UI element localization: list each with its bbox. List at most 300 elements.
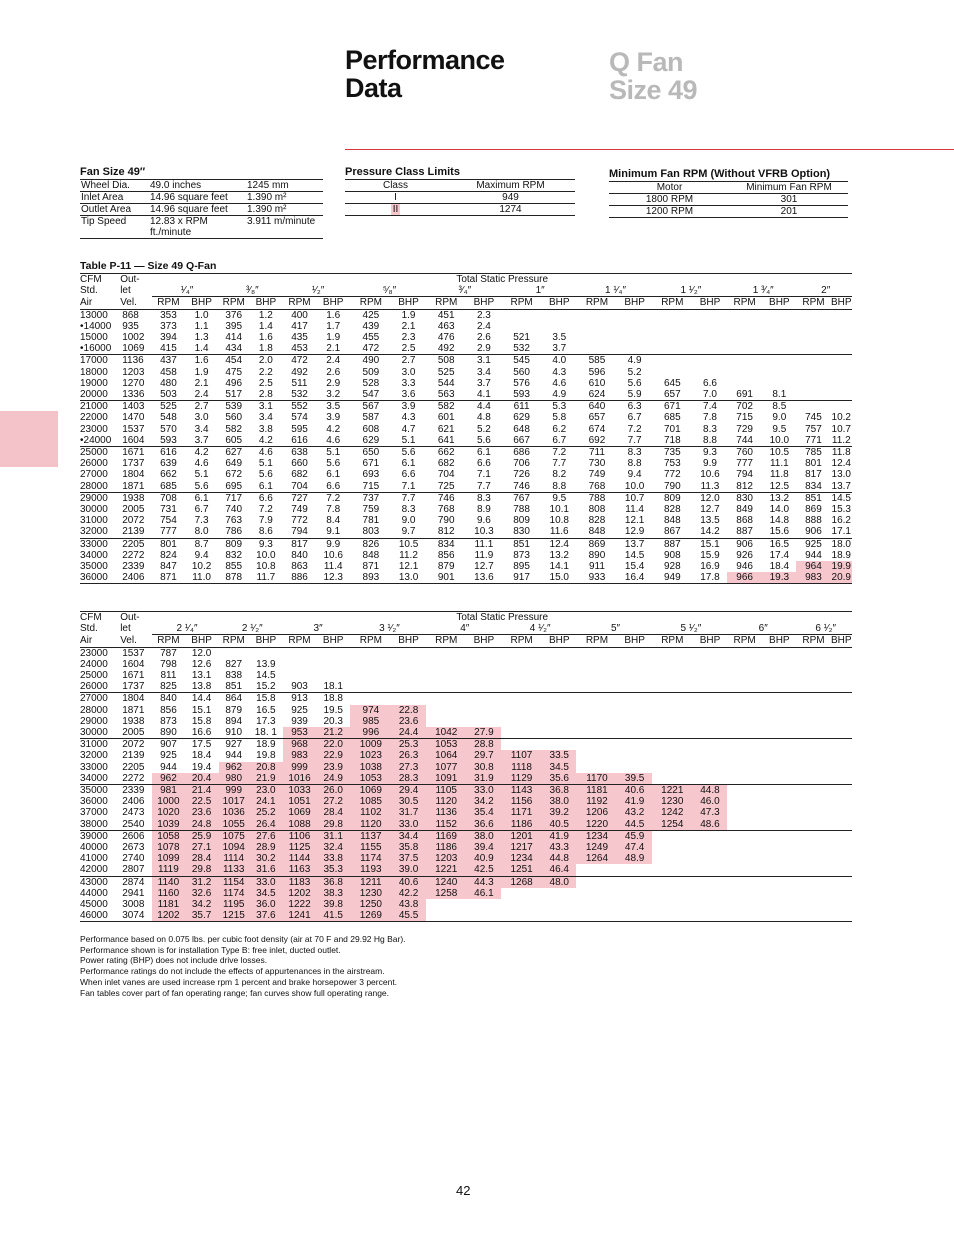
rpm-cell: 985	[350, 716, 391, 727]
table-row	[80, 762, 852, 773]
rpm-cell: 593	[513, 389, 530, 401]
note: Power rating (BHP) does not include drive losses.	[80, 955, 268, 966]
rpm-cell: 437	[152, 355, 184, 367]
bhp-cell: 12.1	[398, 561, 419, 573]
rpm-cell: 353	[152, 309, 184, 321]
rpm-cell	[501, 727, 542, 739]
rpm-cell	[727, 321, 762, 332]
rpm-cell: 910	[225, 727, 243, 739]
pressure-header: 5″	[576, 623, 651, 635]
bhp-cell: 13.2	[762, 492, 796, 504]
rpm-cell	[727, 864, 762, 876]
rpm-cell: 851	[225, 681, 243, 693]
rpm-cell: 768	[437, 504, 455, 516]
outlet-velocity-cell: 3074	[120, 910, 152, 922]
fan-size-row	[80, 180, 323, 192]
bhp-cell	[618, 681, 652, 693]
bhp-cell: 6.1	[401, 458, 416, 470]
rpm-cell	[727, 727, 762, 739]
bhp-cell	[693, 853, 727, 864]
pressure-header: ⁵⁄₈″	[350, 285, 425, 297]
bhp-cell: 6.6	[401, 469, 416, 481]
bhp-header: BHP	[322, 297, 344, 309]
bhp-cell: 6.1	[185, 492, 219, 504]
rpm-cell: 868	[736, 515, 753, 527]
bhp-cell	[762, 716, 796, 727]
rpm-cell: 548	[160, 412, 177, 424]
bhp-cell: 1.9	[391, 309, 425, 321]
bhp-cell: 1.6	[258, 332, 273, 344]
rpm-header: RPM	[359, 297, 382, 309]
pressure-header: 2 ¹⁄₄″	[152, 623, 218, 635]
bhp-cell: 3.4	[258, 412, 273, 424]
bhp-cell	[618, 716, 652, 727]
outlet-velocity-cell: 2139	[122, 526, 145, 538]
fan-size-heading: Fan Size 49″	[80, 166, 146, 178]
rpm-cell: 869	[805, 504, 822, 516]
rpm-cell	[727, 785, 762, 797]
bhp-cell	[762, 670, 796, 681]
rpm-cell: 890	[588, 549, 606, 561]
rpm-cell: 453	[291, 343, 308, 355]
bhp-cell: 3.6	[401, 389, 416, 401]
bhp-cell	[542, 693, 576, 705]
bhp-cell: 12.5	[769, 480, 790, 492]
rpm-cell: 1137	[350, 830, 391, 842]
bhp-cell: 32.6	[185, 888, 219, 899]
col-let: let	[120, 623, 131, 635]
rpm-cell: 1170	[576, 773, 617, 785]
bhp-cell: 3.8	[258, 423, 273, 435]
bhp-header: BHP	[769, 635, 790, 647]
rpm-cell: 906	[727, 538, 762, 550]
rpm-cell: 901	[426, 572, 467, 584]
rpm-cell: 475	[225, 366, 243, 378]
outlet-velocity-cell: 2005	[122, 504, 145, 516]
pc-col-class: Class	[382, 180, 408, 191]
table-row	[80, 739, 852, 751]
table-row	[80, 561, 852, 572]
rpm-cell	[652, 750, 693, 761]
rpm-cell	[796, 670, 830, 681]
rpm-cell: 812	[736, 480, 753, 492]
outlet-velocity-cell: 2272	[122, 549, 145, 561]
bhp-cell	[762, 355, 796, 367]
table-row	[80, 412, 852, 423]
rpm-cell	[652, 739, 693, 751]
bhp-cell	[831, 367, 852, 378]
rpm-cell	[796, 910, 830, 922]
bhp-header: BHP	[255, 635, 277, 647]
rpm-cell: 828	[588, 515, 606, 527]
rpm-cell: 834	[426, 538, 467, 550]
bhp-cell: 39.8	[316, 899, 350, 910]
rpm-cell: 624	[588, 389, 606, 401]
pressure-header: 1″	[501, 285, 576, 297]
units-row	[80, 297, 852, 309]
bhp-cell: 3.0	[401, 366, 416, 378]
rpm-cell	[652, 773, 693, 785]
rpm-cell: 463	[437, 320, 455, 332]
bhp-header: BHP	[255, 297, 277, 309]
rpm-cell: 812	[437, 526, 455, 538]
cfm-cell: 25000	[80, 670, 108, 682]
rpm-cell	[727, 670, 762, 681]
rpm-cell	[576, 309, 617, 321]
bhp-cell: 26.0	[316, 785, 350, 797]
rpm-cell	[652, 727, 693, 739]
pressure-header: 1 ¹⁄₂″	[652, 285, 727, 297]
bhp-cell: 5.9	[627, 389, 642, 401]
bhp-cell: 8.5	[762, 401, 796, 413]
rpm-cell: 953	[283, 727, 316, 739]
bhp-cell: 2.9	[326, 377, 341, 389]
bhp-cell	[762, 842, 796, 853]
bhp-cell: 24.1	[249, 796, 283, 807]
rpm-cell	[501, 899, 542, 910]
rpm-header: RPM	[222, 297, 245, 309]
rpm-cell	[576, 739, 617, 751]
rpm-cell	[219, 647, 249, 659]
rpm-cell: 1230	[350, 888, 391, 899]
title-size: Size 49	[609, 75, 698, 105]
rpm-cell: 395	[225, 320, 243, 332]
rpm-cell: 667	[513, 434, 530, 446]
fan-size-cell: 3.911 m/minute	[247, 216, 316, 227]
bhp-cell: 35.6	[542, 773, 576, 785]
rpm-header: RPM	[802, 297, 825, 309]
table-row	[80, 853, 852, 864]
rpm-cell: 744	[736, 434, 753, 446]
bhp-cell: 5.6	[476, 434, 491, 446]
rpm-cell	[796, 727, 830, 739]
pressure-header: 3″	[283, 623, 350, 635]
rpm-cell: 771	[805, 434, 822, 446]
bhp-cell: 11.0	[185, 572, 219, 584]
bhp-cell	[762, 899, 796, 910]
bhp-cell: 5.8	[552, 412, 567, 424]
bhp-cell	[831, 321, 852, 332]
bhp-cell	[693, 910, 727, 922]
bhp-cell	[762, 343, 796, 355]
table-row	[80, 309, 852, 321]
rpm-cell: 704	[437, 469, 455, 481]
bhp-cell: 3.3	[401, 377, 416, 389]
bhp-cell: 36.6	[467, 819, 501, 831]
rpm-cell	[652, 355, 693, 367]
rpm-cell	[796, 888, 830, 899]
bhp-cell: 28.3	[391, 773, 425, 785]
rpm-cell	[796, 807, 830, 818]
rpm-cell: 649	[225, 458, 243, 470]
bhp-header: BHP	[548, 297, 570, 309]
bhp-cell	[542, 716, 576, 727]
cfm-cell: 31000	[80, 739, 120, 751]
bhp-cell	[693, 750, 727, 761]
rpm-cell: 1118	[501, 762, 542, 773]
bhp-cell: 2.2	[258, 366, 273, 378]
cfm-cell: 32000	[80, 750, 108, 762]
col-let: let	[120, 285, 131, 297]
rpm-cell: 925	[796, 538, 830, 550]
bhp-cell: 4.9	[618, 355, 652, 367]
rpm-cell	[796, 830, 830, 842]
rpm-cell: 1069	[350, 785, 391, 797]
bhp-cell: 2.5	[258, 377, 273, 389]
cfm-cell: 30000	[80, 727, 108, 739]
rpm-cell: 1058	[152, 830, 184, 842]
bhp-cell	[831, 647, 852, 659]
bhp-cell: 7.7	[552, 458, 567, 470]
bhp-cell	[542, 670, 576, 681]
bhp-cell: 5.6	[258, 469, 273, 481]
rpm-cell	[501, 309, 542, 321]
rpm-cell	[426, 899, 467, 910]
bhp-cell: 18.0	[831, 538, 851, 550]
rpm-cell	[727, 853, 762, 864]
bhp-cell: 17.5	[185, 739, 219, 751]
bhp-cell	[693, 727, 727, 739]
bhp-cell	[762, 693, 796, 705]
bhp-cell: 39.2	[542, 807, 576, 818]
bhp-cell: 11.2	[831, 434, 851, 446]
col-cfm: CFM	[80, 274, 120, 286]
bhp-cell: 8.3	[618, 447, 652, 459]
rpm-cell: 785	[796, 447, 830, 459]
rpm-cell: 490	[350, 355, 391, 367]
rpm-cell: 871	[362, 561, 380, 573]
bhp-cell: 27.3	[391, 762, 425, 773]
bhp-cell: 11.1	[467, 538, 501, 550]
mr-motor-1: 1800 RPM	[645, 194, 694, 205]
rpm-cell: 864	[219, 693, 249, 705]
rpm-cell: 848	[663, 515, 681, 527]
bhp-cell	[618, 750, 652, 761]
bhp-cell: 29.4	[391, 785, 425, 797]
rpm-header: RPM	[435, 635, 458, 647]
outlet-velocity-cell: 1671	[122, 670, 145, 682]
bhp-cell: 8.3	[467, 492, 501, 504]
rpm-cell: 711	[576, 447, 617, 459]
outlet-velocity-cell: 2339	[122, 561, 145, 573]
bhp-cell: 19.5	[323, 704, 343, 716]
rpm-cell: 593	[160, 434, 177, 446]
outlet-velocity-cell: 2740	[122, 853, 145, 865]
bhp-cell	[831, 378, 852, 389]
rpm-cell: 999	[219, 785, 249, 797]
outlet-velocity-cell: 2072	[122, 515, 145, 527]
header-row	[80, 274, 852, 286]
cfm-cell: 46000	[80, 910, 120, 922]
bhp-cell: 20.8	[249, 762, 283, 773]
rpm-cell: 1202	[152, 910, 184, 922]
outlet-velocity-cell: 2473	[122, 807, 145, 819]
bhp-cell: 9.9	[316, 538, 350, 550]
rpm-cell: 1201	[501, 830, 542, 842]
rpm-cell: 640	[576, 401, 617, 413]
bhp-cell: 42.2	[391, 888, 425, 899]
cfm-cell: 23000	[80, 423, 108, 435]
rpm-cell: 925	[291, 704, 308, 716]
rpm-cell: 787	[152, 647, 184, 659]
bhp-cell: 13.1	[191, 670, 212, 682]
mr-col-motor: Motor	[656, 182, 683, 193]
rpm-cell	[576, 670, 617, 681]
cfm-cell: 41000	[80, 853, 108, 865]
rpm-cell	[576, 727, 617, 739]
rpm-cell: 907	[152, 739, 184, 751]
table-row	[80, 401, 852, 413]
bhp-cell: 19.4	[191, 761, 212, 773]
fan-size-cell: 12.83 x RPM ft./minute	[150, 216, 208, 238]
rpm-cell: 715	[362, 480, 380, 492]
rpm-cell	[727, 842, 762, 853]
bhp-cell: 15.6	[769, 526, 790, 538]
units-row	[80, 635, 852, 647]
bhp-cell: 5.6	[627, 377, 642, 389]
rpm-cell: 1240	[426, 876, 467, 888]
note: Performance ratings do not include the effects of appurtenances in the airstream.	[80, 966, 385, 977]
bhp-cell: 5.6	[391, 447, 425, 459]
bhp-cell: 21.4	[185, 785, 219, 797]
bhp-cell	[467, 910, 501, 922]
rpm-cell: 964	[796, 561, 830, 572]
rpm-cell: 1160	[152, 888, 184, 899]
rpm-cell	[796, 750, 830, 761]
rpm-cell	[652, 716, 693, 727]
col-cfm: CFM	[80, 612, 120, 624]
bhp-cell	[693, 670, 727, 681]
rpm-cell: 693	[362, 469, 380, 481]
bhp-cell	[693, 693, 727, 705]
rpm-cell: 1075	[219, 830, 249, 842]
rpm-cell: 894	[225, 715, 243, 727]
rpm-cell: 735	[652, 447, 693, 459]
rpm-cell: 480	[160, 377, 177, 389]
outlet-velocity-cell: 2205	[120, 538, 152, 550]
rpm-cell: 869	[576, 538, 617, 550]
rpm-cell: 851	[796, 492, 830, 504]
bhp-cell	[618, 899, 652, 910]
rpm-cell: 851	[501, 538, 542, 550]
pressure-class-heading: Pressure Class Limits	[345, 166, 460, 178]
bhp-cell: 16.6	[191, 727, 212, 739]
bhp-cell	[693, 842, 727, 853]
bhp-cell: 39.5	[618, 773, 652, 785]
bhp-cell	[762, 807, 796, 818]
rpm-cell: 968	[283, 739, 316, 751]
bhp-cell	[618, 727, 652, 739]
rpm-cell: 1203	[426, 853, 467, 864]
rpm-cell: 949	[652, 572, 693, 584]
bhp-cell: 31.6	[249, 864, 283, 876]
rpm-cell: 1169	[426, 830, 467, 842]
pc-max-2: 1274	[499, 204, 522, 215]
rpm-cell: 801	[805, 458, 822, 470]
bhp-cell: 27.1	[185, 842, 219, 853]
bhp-cell: 9.9	[703, 458, 717, 470]
outlet-velocity-cell: 1470	[122, 412, 145, 424]
rpm-cell	[652, 876, 693, 888]
bhp-cell: 10.3	[474, 526, 494, 538]
bhp-cell	[762, 830, 796, 842]
pressure-header: 5 ¹⁄₂″	[652, 623, 727, 635]
bhp-cell: 7.0	[703, 389, 717, 401]
rpm-cell: 1241	[283, 910, 316, 922]
bhp-cell: 4.6	[552, 377, 567, 389]
rpm-cell	[652, 332, 693, 343]
rpm-cell	[350, 670, 391, 681]
bhp-cell	[391, 659, 425, 670]
bhp-cell	[762, 681, 796, 693]
bhp-cell: 7.3	[194, 515, 209, 527]
table2	[80, 611, 852, 922]
rpm-cell	[501, 739, 542, 751]
bhp-header: BHP	[473, 635, 495, 647]
bhp-cell: 8.6	[258, 526, 273, 538]
bhp-cell: 3.7	[552, 343, 567, 355]
rpm-cell	[796, 773, 830, 785]
cfm-cell: 29000	[80, 715, 108, 727]
bhp-cell: 2.6	[476, 332, 491, 344]
rpm-cell: 1174	[219, 888, 249, 899]
rpm-cell	[796, 693, 830, 705]
rpm-cell	[727, 716, 762, 727]
outlet-velocity-cell: 1537	[122, 423, 145, 435]
bhp-cell	[542, 705, 576, 716]
bhp-cell: 7.2	[627, 423, 642, 435]
rpm-cell: 1222	[283, 899, 316, 910]
bhp-cell: 46.4	[542, 864, 576, 876]
rpm-cell: 458	[160, 366, 177, 378]
bhp-cell: 2.0	[249, 355, 283, 367]
bhp-cell: 31.9	[467, 773, 501, 785]
fan-size-row	[80, 204, 323, 216]
pressure-header: 4 ¹⁄₂″	[501, 623, 576, 635]
bhp-cell: 3.1	[467, 355, 501, 367]
bhp-cell: 18.9	[831, 549, 851, 561]
bhp-cell	[762, 773, 796, 785]
rpm-cell: 811	[160, 670, 177, 682]
bhp-header: BHP	[769, 297, 790, 309]
outlet-velocity-cell: 1671	[120, 447, 152, 459]
pc-class-2: II	[392, 204, 399, 215]
bhp-cell	[467, 899, 501, 910]
bhp-cell: 7.8	[703, 412, 717, 424]
bhp-header: BHP	[473, 297, 495, 309]
rpm-cell	[727, 876, 762, 888]
cfm-cell: 39000	[80, 830, 120, 842]
rpm-cell: 1114	[219, 853, 249, 864]
bhp-cell	[618, 739, 652, 751]
title-qfan: Q Fan	[609, 47, 684, 77]
rpm-cell: 1186	[501, 819, 542, 831]
rpm-cell: 1186	[426, 842, 467, 853]
bhp-cell	[693, 864, 727, 876]
bhp-cell: 8.9	[476, 504, 491, 516]
bhp-cell: 7.7	[476, 480, 491, 492]
table-row	[80, 807, 852, 818]
rpm-cell: 672	[225, 469, 243, 481]
bhp-cell	[762, 853, 796, 864]
rpm-cell	[652, 309, 693, 321]
bhp-cell: 4.3	[552, 366, 567, 378]
rpm-cell	[727, 819, 762, 831]
bhp-cell: 13.7	[831, 480, 851, 492]
rpm-cell: 639	[160, 458, 177, 470]
bhp-cell	[316, 670, 350, 681]
rpm-cell	[283, 647, 316, 659]
